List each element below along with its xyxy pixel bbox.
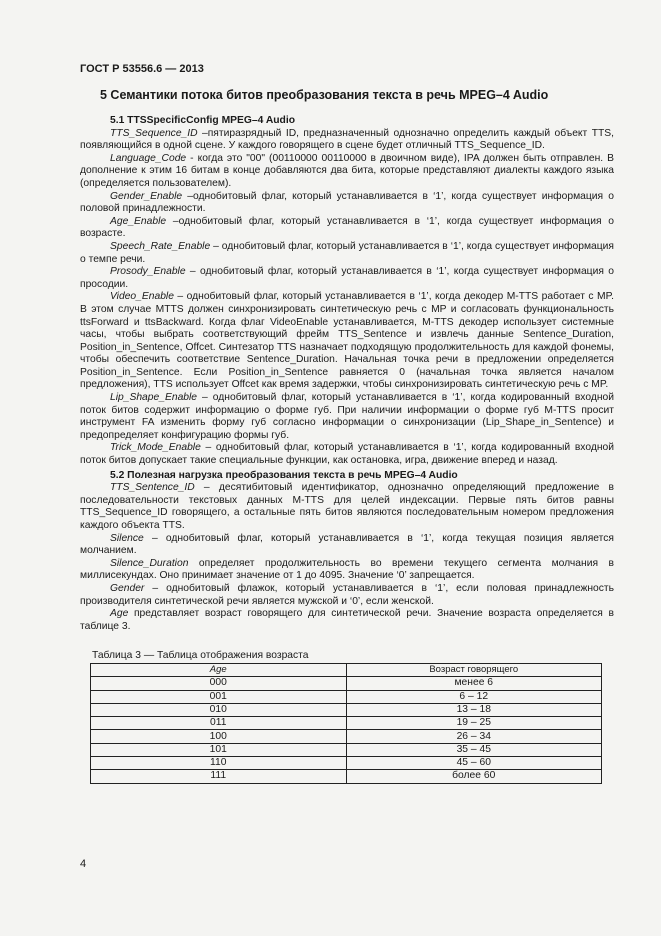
age-range-cell: более 60 (346, 770, 602, 783)
age-range-cell: 26 – 34 (346, 730, 602, 743)
age-code-cell: 110 (91, 757, 347, 770)
term-definition: - когда это "00" (00110000 00110000 в двоичном виде), IPA должен быть отправлен. В дополнение к этим 16 битам в конце добавляются два бита, которые представляют диалекты каждого языка (определяется пользователем). (80, 152, 614, 189)
term-definition: – однобитовый флаг, который устанавливается в ‘1’, когда кодированный входной поток битов допускает такие специальные функции, как остановка, игра, движение вперед и назад. (80, 442, 614, 467)
age-code-cell: 101 (91, 743, 347, 756)
term-definition: определяет продолжительность во времени текущего сегмента молчания в миллисекундах. Оно принимает значение от 1 до 4095. Значение ‘0’ запрещается. (80, 557, 614, 582)
paragraph (80, 533, 614, 558)
term-definition: –пятиразрядный ID, предназначенный однозначно определить каждый объект TTS, появляющийся в одной сцене. У каждого говорящего в сцене будет отличный TTS_Sequence_ID. (80, 127, 614, 152)
age-range-cell: 6 – 12 (346, 690, 602, 703)
page-number: 4 (80, 858, 87, 870)
age-code-cell: 011 (91, 717, 347, 730)
paragraph (80, 153, 614, 191)
column-header-age: Age (91, 663, 347, 676)
term-name: Speech_Rate_Enable (110, 240, 211, 252)
paragraph (80, 128, 614, 153)
term-definition: – десятибитовый идентификатор, однозначно определяющий предложение в последовательности текстовых данных M-TTS для целей индексации. Первые пять битов равны TTS_Sequence_ID говорящего, а остальные пять битов являются последовательным номером предложения каждого объекта TTS. (80, 482, 614, 531)
age-code-cell: 100 (91, 730, 347, 743)
paragraph-group-5-2 (80, 482, 614, 633)
term-name: Video_Enable (110, 291, 174, 303)
term-definition: – однобитовый флаг, который устанавливается в ‘1’, когда декодер M-TTS работает с MP. В этом случае MTTS должен синхронизировать синтетическую речь с MP и согласовать функциональность ttsForward и ttsBackward. Когда флаг VideoEnable устанавливается, M-TTS декодер использует системные часы, чтобы выбрать соответствующий фрейм TTS_Sentence и извлечь данные Sentence_Duration, Position_in_Sentence, Offcet. Синтезатор TTS назначает подходящую продолжительность для каждой фонемы, чтобы обеспечить соответствие Sentence_Duration. Начальная точка речи в предложении определяется Position_in_Sentence. Если Position_in_Sentence равняется 0 (начальная точка является началом предложения), TTS использует Offcet как время задержки, чтобы синхронизировать синтетическую речь с MP. (80, 291, 614, 391)
term-definition: – однобитовый флаг, который устанавливается в ‘1’, когда существует информация о просодии. (80, 266, 614, 290)
age-code-cell: 000 (91, 677, 347, 690)
term-name: Silence_Duration (110, 557, 189, 569)
table-caption: Таблица 3 — Таблица отображения возраста (92, 650, 309, 662)
document-header: ГОСТ Р 53556.6 — 2013 (80, 63, 204, 75)
table-header-row (91, 663, 602, 676)
term-definition: – однобитовый флаг, который устанавливается в ‘1’, когда существует информация о темпе речи. (80, 240, 614, 265)
term-name: Age (110, 608, 129, 620)
subsection-heading-5-1: 5.1 TTSSpecificConfig MPEG–4 Audio (110, 115, 295, 126)
table-row (91, 770, 602, 783)
paragraph (80, 241, 614, 266)
paragraph (80, 558, 614, 583)
age-code-cell: 111 (91, 770, 347, 783)
age-range-cell: 35 – 45 (346, 743, 602, 756)
paragraph (80, 191, 614, 216)
term-name: TTS_Sentence_ID (110, 482, 195, 494)
document-body (80, 113, 614, 784)
age-range-cell: 45 – 60 (346, 757, 602, 770)
paragraph (80, 392, 614, 442)
term-name: Lip_Shape_Enable (110, 392, 198, 404)
term-name: Prosody_Enable (110, 266, 186, 278)
term-name: TTS_Sequence_ID (110, 127, 198, 139)
term-definition: –однобитовый флаг, который устанавливается в ‘1’, когда существует информация о возрасте. (80, 215, 614, 240)
term-definition: –однобитовый флаг, который устанавливается в ‘1’, когда существует информация о половой принадлежности. (80, 190, 614, 215)
term-name: Gender (110, 582, 145, 594)
table-row (91, 730, 602, 743)
term-definition: – однобитовый флаг, который устанавливается в ‘1’, когда кодированный входной поток битов содержит информацию о форме губ. При наличии информации о форме губ M-TTS просит инструмент FA изменить форму губ согласно информации о синхронизации (Lip_Shape_in_Sentence) и предопределяет конфигурацию формы губ. (80, 392, 614, 441)
term-name: Trick_Mode_Enable (110, 442, 201, 454)
paragraph (80, 608, 614, 633)
paragraph (80, 266, 614, 291)
paragraph (80, 291, 614, 392)
paragraph (80, 583, 614, 608)
column-header-speaker-age: Возраст говорящего (346, 663, 602, 676)
age-range-cell: 19 – 25 (346, 717, 602, 730)
term-definition: – однобитовый флаг, который устанавливается в ‘1’, когда текущая позиция является молчанием. (80, 532, 614, 557)
section-title: 5 Семантики потока битов преобразования текста в речь MPEG–4 Audio (100, 88, 549, 102)
paragraph (80, 216, 614, 241)
table-row (91, 677, 602, 690)
table-row (91, 690, 602, 703)
table-row (91, 757, 602, 770)
term-definition: – однобитовый флажок, который устанавливается в ‘1’, если половая принадлежность производителя синтетической речи является мужской и ‘0’, если женской. (80, 582, 614, 607)
paragraph (80, 482, 614, 532)
term-definition: представляет возраст говорящего для синтетической речи. Значение возраста определяется в таблице 3. (80, 608, 614, 632)
age-range-cell: 13 – 18 (346, 703, 602, 716)
age-range-cell: менее 6 (346, 677, 602, 690)
subsection-heading-5-2: 5.2 Полезная нагрузка преобразования текста в речь MPEG–4 Audio (110, 469, 458, 481)
paragraph (80, 442, 614, 467)
paragraph-group-5-1 (80, 128, 614, 468)
age-code-cell: 010 (91, 703, 347, 716)
term-name: Language_Code (110, 152, 187, 164)
table-row (91, 703, 602, 716)
table-row (91, 717, 602, 730)
age-mapping-table (90, 663, 602, 784)
term-name: Gender_Enable (110, 190, 183, 202)
term-name: Silence (110, 532, 144, 544)
table-row (91, 743, 602, 756)
term-name: Age_Enable (110, 215, 167, 227)
age-code-cell: 001 (91, 690, 347, 703)
